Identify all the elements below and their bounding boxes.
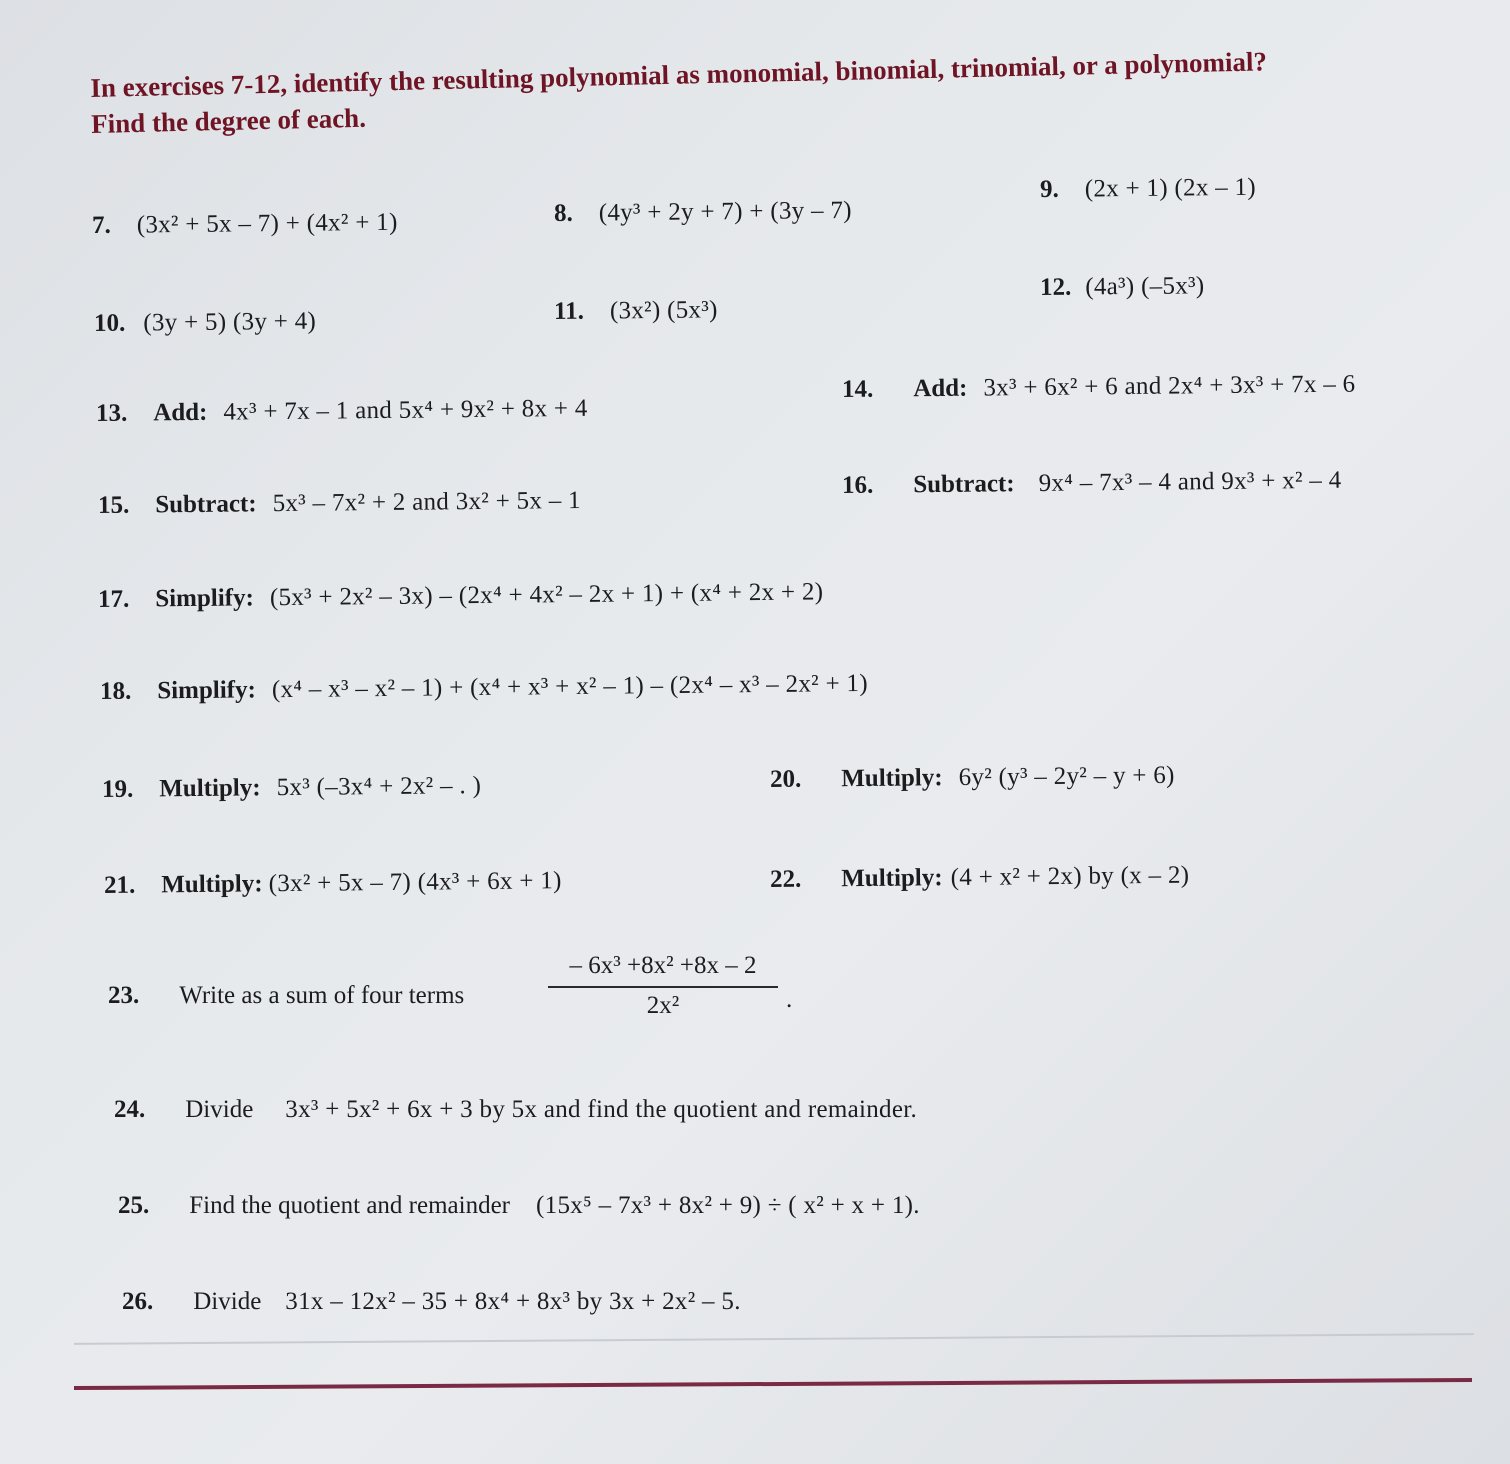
exercise-expression: (3x²) (5x³)	[609, 296, 718, 325]
exercise-number: 13.	[95, 399, 128, 427]
exercise-number: 8.	[553, 199, 573, 227]
fraction-expression	[548, 952, 778, 1020]
exercise-label: Add:	[913, 374, 968, 403]
exercise-number: 26.	[122, 1288, 154, 1315]
exercise-expression: 5x³ (–3x⁴ + 2x² – . )	[276, 772, 482, 802]
exercise-14	[842, 371, 1356, 404]
exercise-label: Multiply:	[161, 870, 263, 899]
exercise-16	[842, 467, 1342, 500]
exercise-number: 18.	[99, 677, 132, 705]
fraction-trailing-period: .	[786, 986, 793, 1013]
faint-separator	[74, 1333, 1474, 1345]
exercise-label: Multiply:	[841, 864, 943, 893]
exercise-expression: 6y² (y³ – 2y² – y + 6)	[958, 761, 1175, 792]
exercise-number: 15.	[97, 491, 130, 519]
exercise-7	[92, 209, 398, 240]
instructions-line-2: Find the degree of each.	[90, 103, 367, 140]
exercise-number: 9.	[1039, 175, 1059, 203]
exercise-expression: (15x⁵ – 7x³ + 8x² + 9) ÷ ( x² + x + 1).	[536, 1192, 920, 1219]
exercise-number: 23.	[108, 982, 140, 1009]
exercise-number: 20.	[769, 765, 802, 793]
exercise-15	[98, 487, 581, 520]
exercise-expression: (3y + 5) (3y + 4)	[143, 307, 317, 337]
exercise-expression: (2x + 1) (2x – 1)	[1084, 173, 1257, 203]
exercise-number: 7.	[91, 211, 111, 239]
exercise-label: Simplify:	[157, 676, 257, 705]
exercise-10	[94, 308, 316, 338]
exercise-expression: (4 + x² + 2x) by (x – 2)	[950, 861, 1190, 892]
exercise-label: Multiply:	[841, 764, 943, 793]
exercise-label: Divide	[185, 1096, 254, 1123]
exercise-11	[554, 296, 718, 326]
exercise-label: Add:	[153, 398, 208, 427]
exercise-expression: 5x³ – 7x² + 2 and 3x² + 5x – 1	[272, 486, 582, 518]
exercise-number: 14.	[841, 375, 874, 403]
exercise-25	[118, 1192, 920, 1220]
exercise-number: 21.	[103, 871, 136, 899]
exercise-20	[770, 762, 1175, 794]
exercise-26	[122, 1288, 741, 1316]
exercise-17	[98, 578, 824, 614]
fraction-numerator: – 6x³ +8x² +8x – 2	[548, 952, 778, 988]
exercise-number: 19.	[101, 775, 134, 803]
exercise-label: Subtract:	[155, 490, 257, 519]
exercise-expression: 3x³ + 6x² + 6 and 2x⁴ + 3x³ + 7x – 6	[983, 370, 1356, 402]
exercise-number: 16.	[841, 471, 874, 499]
instructions-header	[90, 41, 1391, 143]
exercise-22	[770, 862, 1190, 894]
exercise-number: 12.	[1039, 273, 1072, 301]
exercise-12	[1040, 272, 1205, 302]
exercise-number: 10.	[93, 309, 126, 337]
exercise-label: Subtract:	[913, 470, 1015, 499]
exercise-13	[96, 395, 588, 428]
exercise-number: 25.	[118, 1192, 150, 1219]
exercise-18	[100, 670, 868, 706]
exercise-24	[114, 1096, 917, 1124]
exercise-expression: (3x² + 5x – 7) + (4x² + 1)	[136, 208, 398, 239]
exercise-9	[1040, 174, 1256, 204]
exercise-expression: 4x³ + 7x – 1 and 5x⁴ + 9x² + 8x + 4	[223, 394, 588, 426]
exercise-expression: 31x – 12x² – 35 + 8x⁴ + 8x³ by 3x + 2x² – 5.	[285, 1288, 741, 1315]
exercise-label: Find the quotient and remainder	[189, 1192, 511, 1219]
exercise-expression: (4a³) (–5x³)	[1085, 272, 1205, 301]
exercise-expression: (x⁴ – x³ – x² – 1) + (x⁴ + x³ + x² – 1) – (2x⁴ – x³ – 2x² + 1)	[271, 669, 869, 704]
exercise-expression: (5x³ + 2x² – 3x) – (2x⁴ + 4x² – 2x + 1) + (x⁴ + 2x + 2)	[269, 578, 824, 612]
exercise-expression: 9x⁴ – 7x³ – 4 and 9x³ + x² – 4	[1038, 466, 1342, 497]
exercise-label: Multiply:	[159, 774, 261, 803]
exercise-number: 11.	[553, 297, 585, 325]
exercise-23	[108, 982, 482, 1010]
exercise-21	[104, 867, 562, 900]
exercise-label: Divide	[193, 1288, 262, 1315]
exercise-8	[554, 197, 852, 228]
instructions-line-1: In exercises 7-12, identify the resulting polynomial as monomial, binomial, trinomial, or a polynomial?	[90, 46, 1268, 103]
exercise-number: 17.	[97, 585, 130, 613]
exercise-expression: (3x² + 5x – 7) (4x³ + 6x + 1)	[268, 867, 562, 898]
exercise-number: 24.	[114, 1096, 146, 1123]
exercise-label: Write as a sum of four terms	[179, 982, 465, 1009]
exercise-19	[102, 772, 481, 804]
exercise-expression: (4y³ + 2y + 7) + (3y – 7)	[598, 196, 852, 227]
exercise-label: Simplify:	[155, 584, 255, 613]
exercise-number: 22.	[769, 865, 802, 893]
fraction-denominator: 2x²	[646, 992, 680, 1019]
exercise-expression: 3x³ + 5x² + 6x + 3 by 5x and find the quotient and remainder.	[285, 1096, 918, 1123]
